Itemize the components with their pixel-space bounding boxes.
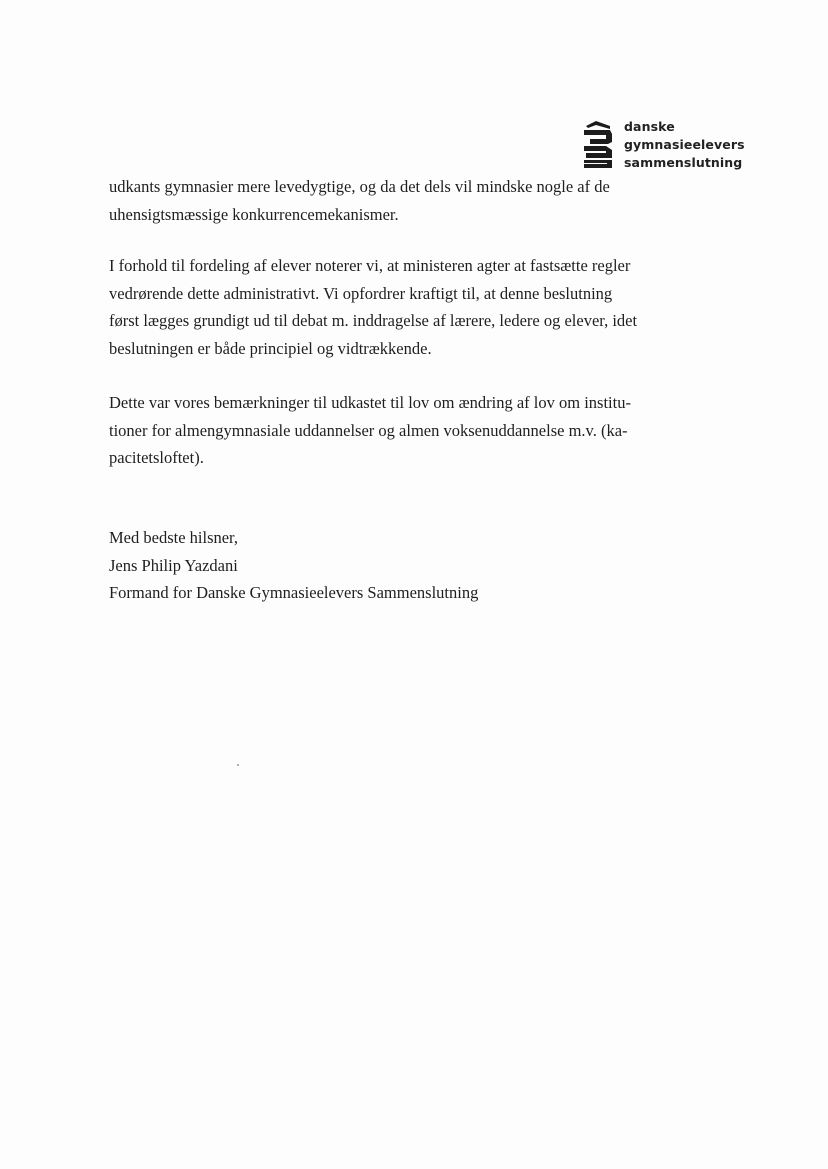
signature-block: [109, 524, 729, 607]
paragraph-line: tioner for almengymnasiale uddannelser og almen voksenuddannelse m.v. (ka-: [109, 420, 628, 440]
logo-line-3: sammenslutning: [624, 155, 743, 170]
paragraph-line: I forhold til fordeling af elever noterer vi, at ministeren agter at fastsætte regler: [109, 256, 631, 275]
paragraph-line: pacitetsloftet).: [109, 448, 204, 467]
paragraph-line: først lægges grundigt ud til debat m. inddragelse af lærere, ledere og elever, idet: [109, 311, 638, 330]
signature-title: Formand for Danske Gymnasieelevers Sammenslutning: [109, 583, 479, 602]
logo-line-1: danske: [624, 119, 675, 134]
paragraph-line: beslutningen er både principiel og vidtrækkende.: [109, 338, 432, 358]
paragraph-line: vedrørende dette administrativt. Vi opfordrer kraftigt til, at denne beslutning: [109, 283, 613, 303]
organization-logo: [582, 118, 745, 174]
paragraph-line: udkants gymnasier mere levedygtige, og da det dels vil mindske nogle af de: [109, 177, 610, 196]
paragraph-line: Dette var vores bemærkninger til udkastet til lov om ændring af lov om institu-: [109, 393, 631, 412]
scan-speck: [237, 764, 239, 766]
signature-name: Jens Philip Yazdani: [109, 555, 238, 575]
paragraph-3: [109, 389, 729, 472]
paragraph-line: uhensigtsmæssige konkurrencemekanismer.: [109, 204, 399, 224]
signature-greeting: Med bedste hilsner,: [109, 528, 239, 547]
paragraph-2: [109, 252, 729, 362]
logo-wordmark: [624, 118, 745, 172]
paragraph-1: [109, 173, 729, 228]
dgs-logo-icon: [582, 120, 614, 170]
logo-line-2: gymnasieelevers: [624, 137, 745, 152]
